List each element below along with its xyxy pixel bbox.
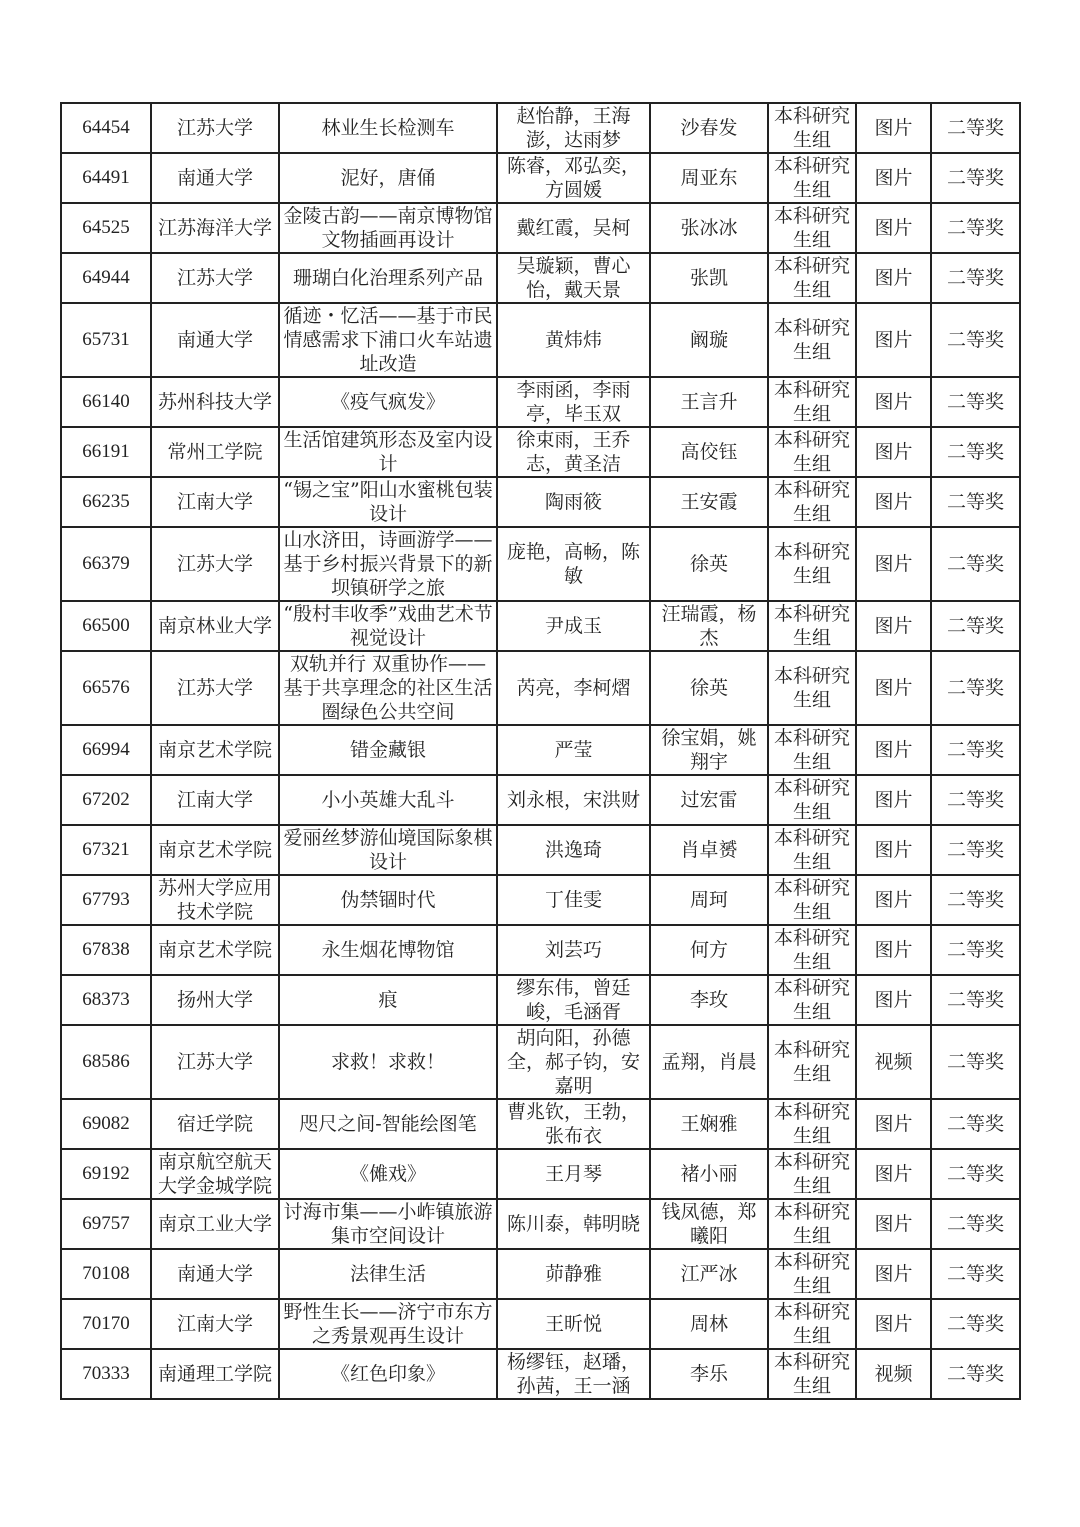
work-title-cell: 痕 [279, 975, 497, 1025]
authors-cell: 茆静雅 [497, 1249, 650, 1299]
table-row [61, 1149, 1020, 1199]
award-cell: 二等奖 [931, 725, 1020, 775]
award-cell: 二等奖 [931, 1249, 1020, 1299]
category-cell: 图片 [856, 153, 931, 203]
table-row [61, 975, 1020, 1025]
work-title-cell: 永生烟花博物馆 [279, 925, 497, 975]
table-row [61, 153, 1020, 203]
entry-id-cell: 68373 [61, 975, 151, 1025]
work-title-cell: 生活馆建筑形态及室内设计 [279, 427, 497, 477]
category-cell: 图片 [856, 303, 931, 377]
category-cell: 图片 [856, 601, 931, 651]
work-title-cell: 金陵古韵——南京博物馆文物插画再设计 [279, 203, 497, 253]
entry-id-cell: 66576 [61, 651, 151, 725]
group-cell: 本科研究生组 [768, 427, 856, 477]
advisor-cell: 王言升 [650, 377, 768, 427]
award-cell: 二等奖 [931, 775, 1020, 825]
advisor-cell: 王安霞 [650, 477, 768, 527]
school-cell: 南京工业大学 [151, 1199, 279, 1249]
advisor-cell: 周亚东 [650, 153, 768, 203]
group-cell: 本科研究生组 [768, 1349, 856, 1399]
category-cell: 图片 [856, 377, 931, 427]
entry-id-cell: 70333 [61, 1349, 151, 1399]
school-cell: 南京艺术学院 [151, 925, 279, 975]
category-cell: 图片 [856, 1099, 931, 1149]
award-cell: 二等奖 [931, 477, 1020, 527]
advisor-cell: 张凯 [650, 253, 768, 303]
authors-cell: 丁佳雯 [497, 875, 650, 925]
authors-cell: 刘芸巧 [497, 925, 650, 975]
category-cell: 图片 [856, 427, 931, 477]
group-cell: 本科研究生组 [768, 1199, 856, 1249]
authors-cell: 曹兆钦，王勃，张布衣 [497, 1099, 650, 1149]
work-title-cell: 《傩戏》 [279, 1149, 497, 1199]
category-cell: 视频 [856, 1349, 931, 1399]
work-title-cell: 山水济田，诗画游学——基于乡村振兴背景下的新坝镇研学之旅 [279, 527, 497, 601]
table-row [61, 875, 1020, 925]
entry-id-cell: 66140 [61, 377, 151, 427]
award-cell: 二等奖 [931, 651, 1020, 725]
category-cell: 图片 [856, 477, 931, 527]
award-cell: 二等奖 [931, 377, 1020, 427]
table-row [61, 775, 1020, 825]
entry-id-cell: 66994 [61, 725, 151, 775]
authors-cell: 赵怡静，王海澎，达雨梦 [497, 103, 650, 153]
award-cell: 二等奖 [931, 925, 1020, 975]
advisor-cell: 徐英 [650, 651, 768, 725]
work-title-cell: 法律生活 [279, 1249, 497, 1299]
group-cell: 本科研究生组 [768, 103, 856, 153]
school-cell: 江南大学 [151, 477, 279, 527]
advisor-cell: 李玫 [650, 975, 768, 1025]
table-row [61, 1349, 1020, 1399]
category-cell: 图片 [856, 825, 931, 875]
advisor-cell: 钱凤德，郑曦阳 [650, 1199, 768, 1249]
authors-cell: 芮亮，李柯熠 [497, 651, 650, 725]
award-cell: 二等奖 [931, 1349, 1020, 1399]
category-cell: 图片 [856, 1199, 931, 1249]
group-cell: 本科研究生组 [768, 1025, 856, 1099]
school-cell: 南通大学 [151, 303, 279, 377]
category-cell: 图片 [856, 103, 931, 153]
entry-id-cell: 64944 [61, 253, 151, 303]
group-cell: 本科研究生组 [768, 651, 856, 725]
table-row [61, 477, 1020, 527]
authors-cell: 黄炜炜 [497, 303, 650, 377]
group-cell: 本科研究生组 [768, 253, 856, 303]
school-cell: 江苏大学 [151, 527, 279, 601]
school-cell: 江苏大学 [151, 253, 279, 303]
work-title-cell: 《疫气疯发》 [279, 377, 497, 427]
group-cell: 本科研究生组 [768, 1149, 856, 1199]
entry-id-cell: 66500 [61, 601, 151, 651]
award-cell: 二等奖 [931, 601, 1020, 651]
entry-id-cell: 69082 [61, 1099, 151, 1149]
advisor-cell: 高佼钰 [650, 427, 768, 477]
award-cell: 二等奖 [931, 1299, 1020, 1349]
award-cell: 二等奖 [931, 203, 1020, 253]
category-cell: 图片 [856, 1299, 931, 1349]
entry-id-cell: 68586 [61, 1025, 151, 1099]
work-title-cell: 《红色印象》 [279, 1349, 497, 1399]
advisor-cell: 褚小丽 [650, 1149, 768, 1199]
authors-cell: 王昕悦 [497, 1299, 650, 1349]
work-title-cell: 讨海市集——小岞镇旅游集市空间设计 [279, 1199, 497, 1249]
school-cell: 南京艺术学院 [151, 725, 279, 775]
category-cell: 图片 [856, 1149, 931, 1199]
work-title-cell: 小小英雄大乱斗 [279, 775, 497, 825]
table-row [61, 1299, 1020, 1349]
award-cell: 二等奖 [931, 875, 1020, 925]
group-cell: 本科研究生组 [768, 601, 856, 651]
category-cell: 图片 [856, 775, 931, 825]
award-cell: 二等奖 [931, 1025, 1020, 1099]
category-cell: 视频 [856, 1025, 931, 1099]
work-title-cell: 泥好，唐俑 [279, 153, 497, 203]
table-row [61, 601, 1020, 651]
group-cell: 本科研究生组 [768, 875, 856, 925]
entry-id-cell: 67202 [61, 775, 151, 825]
authors-cell: 尹成玉 [497, 601, 650, 651]
table-row [61, 103, 1020, 153]
category-cell: 图片 [856, 925, 931, 975]
school-cell: 扬州大学 [151, 975, 279, 1025]
table-row [61, 651, 1020, 725]
school-cell: 南京艺术学院 [151, 825, 279, 875]
entry-id-cell: 69757 [61, 1199, 151, 1249]
school-cell: 南京航空航天大学金城学院 [151, 1149, 279, 1199]
advisor-cell: 徐宝娟，姚翔宇 [650, 725, 768, 775]
category-cell: 图片 [856, 651, 931, 725]
work-title-cell: 循迹・忆活——基于市民情感需求下浦口火车站遗址改造 [279, 303, 497, 377]
advisor-cell: 肖卓赟 [650, 825, 768, 875]
award-cell: 二等奖 [931, 975, 1020, 1025]
advisor-cell: 孟翔，肖晨 [650, 1025, 768, 1099]
advisor-cell: 张冰冰 [650, 203, 768, 253]
table-row [61, 303, 1020, 377]
awards-table [60, 102, 1021, 1400]
entry-id-cell: 70108 [61, 1249, 151, 1299]
table-row [61, 1099, 1020, 1149]
group-cell: 本科研究生组 [768, 303, 856, 377]
category-cell: 图片 [856, 975, 931, 1025]
authors-cell: 刘永根，宋洪财 [497, 775, 650, 825]
authors-cell: 李雨函，李雨亭，毕玉双 [497, 377, 650, 427]
group-cell: 本科研究生组 [768, 975, 856, 1025]
advisor-cell: 周林 [650, 1299, 768, 1349]
authors-cell: 杨缪钰，赵璠，孙茜，王一涵 [497, 1349, 650, 1399]
group-cell: 本科研究生组 [768, 775, 856, 825]
school-cell: 常州工学院 [151, 427, 279, 477]
authors-cell: 戴红霞，吴柯 [497, 203, 650, 253]
entry-id-cell: 66235 [61, 477, 151, 527]
authors-cell: 缪东伟，曾廷峻，毛涵胥 [497, 975, 650, 1025]
advisor-cell: 何方 [650, 925, 768, 975]
group-cell: 本科研究生组 [768, 825, 856, 875]
table-body [61, 103, 1020, 1399]
authors-cell: 陈睿，邓弘奕，方圆媛 [497, 153, 650, 203]
entry-id-cell: 69192 [61, 1149, 151, 1199]
group-cell: 本科研究生组 [768, 153, 856, 203]
category-cell: 图片 [856, 1249, 931, 1299]
authors-cell: 陶雨筱 [497, 477, 650, 527]
table-row [61, 825, 1020, 875]
group-cell: 本科研究生组 [768, 527, 856, 601]
award-cell: 二等奖 [931, 427, 1020, 477]
award-cell: 二等奖 [931, 825, 1020, 875]
group-cell: 本科研究生组 [768, 1299, 856, 1349]
group-cell: 本科研究生组 [768, 477, 856, 527]
authors-cell: 吴璇颖，曹心怡，戴天景 [497, 253, 650, 303]
authors-cell: 庞艳，高畅，陈敏 [497, 527, 650, 601]
authors-cell: 徐束雨，王乔志，黄圣洁 [497, 427, 650, 477]
award-cell: 二等奖 [931, 153, 1020, 203]
advisor-cell: 周珂 [650, 875, 768, 925]
category-cell: 图片 [856, 253, 931, 303]
authors-cell: 洪逸琦 [497, 825, 650, 875]
work-title-cell: 求救！求救！ [279, 1025, 497, 1099]
group-cell: 本科研究生组 [768, 1099, 856, 1149]
category-cell: 图片 [856, 875, 931, 925]
advisor-cell: 李乐 [650, 1349, 768, 1399]
school-cell: 江苏大学 [151, 651, 279, 725]
award-cell: 二等奖 [931, 1099, 1020, 1149]
entry-id-cell: 65731 [61, 303, 151, 377]
advisor-cell: 王娴雅 [650, 1099, 768, 1149]
table-row [61, 427, 1020, 477]
table-row [61, 253, 1020, 303]
group-cell: 本科研究生组 [768, 1249, 856, 1299]
entry-id-cell: 64525 [61, 203, 151, 253]
work-title-cell: 双轨并行 双重协作——基于共享理念的社区生活圈绿色公共空间 [279, 651, 497, 725]
award-cell: 二等奖 [931, 1149, 1020, 1199]
school-cell: 南通大学 [151, 153, 279, 203]
work-title-cell: 咫尺之间-智能绘图笔 [279, 1099, 497, 1149]
entry-id-cell: 64491 [61, 153, 151, 203]
authors-cell: 陈川泰，韩明晓 [497, 1199, 650, 1249]
school-cell: 苏州大学应用技术学院 [151, 875, 279, 925]
entry-id-cell: 67838 [61, 925, 151, 975]
school-cell: 江南大学 [151, 775, 279, 825]
advisor-cell: 徐英 [650, 527, 768, 601]
award-cell: 二等奖 [931, 253, 1020, 303]
advisor-cell: 沙春发 [650, 103, 768, 153]
work-title-cell: 错金藏银 [279, 725, 497, 775]
work-title-cell: 伪禁锢时代 [279, 875, 497, 925]
award-cell: 二等奖 [931, 103, 1020, 153]
school-cell: 宿迁学院 [151, 1099, 279, 1149]
group-cell: 本科研究生组 [768, 203, 856, 253]
school-cell: 南通理工学院 [151, 1349, 279, 1399]
entry-id-cell: 66379 [61, 527, 151, 601]
school-cell: 南京林业大学 [151, 601, 279, 651]
authors-cell: 严莹 [497, 725, 650, 775]
school-cell: 江苏大学 [151, 1025, 279, 1099]
school-cell: 江苏大学 [151, 103, 279, 153]
advisor-cell: 过宏雷 [650, 775, 768, 825]
group-cell: 本科研究生组 [768, 377, 856, 427]
category-cell: 图片 [856, 725, 931, 775]
entry-id-cell: 70170 [61, 1299, 151, 1349]
award-cell: 二等奖 [931, 527, 1020, 601]
table-row [61, 725, 1020, 775]
category-cell: 图片 [856, 203, 931, 253]
authors-cell: 王月琴 [497, 1149, 650, 1199]
school-cell: 南通大学 [151, 1249, 279, 1299]
work-title-cell: “锡之宝”阳山水蜜桃包装设计 [279, 477, 497, 527]
entry-id-cell: 67321 [61, 825, 151, 875]
table-row [61, 377, 1020, 427]
table-row [61, 1025, 1020, 1099]
category-cell: 图片 [856, 527, 931, 601]
advisor-cell: 江严冰 [650, 1249, 768, 1299]
work-title-cell: 爱丽丝梦游仙境国际象棋设计 [279, 825, 497, 875]
group-cell: 本科研究生组 [768, 725, 856, 775]
award-cell: 二等奖 [931, 303, 1020, 377]
advisor-cell: 阚璇 [650, 303, 768, 377]
table-row [61, 1199, 1020, 1249]
advisor-cell: 汪瑞霞，杨杰 [650, 601, 768, 651]
work-title-cell: 林业生长检测车 [279, 103, 497, 153]
entry-id-cell: 64454 [61, 103, 151, 153]
group-cell: 本科研究生组 [768, 925, 856, 975]
table-row [61, 1249, 1020, 1299]
table-row [61, 925, 1020, 975]
table-row [61, 527, 1020, 601]
award-cell: 二等奖 [931, 1199, 1020, 1249]
work-title-cell: 野性生长——济宁市东方之秀景观再生设计 [279, 1299, 497, 1349]
school-cell: 苏州科技大学 [151, 377, 279, 427]
entry-id-cell: 66191 [61, 427, 151, 477]
entry-id-cell: 67793 [61, 875, 151, 925]
work-title-cell: “殷村丰收季”戏曲艺术节视觉设计 [279, 601, 497, 651]
work-title-cell: 珊瑚白化治理系列产品 [279, 253, 497, 303]
school-cell: 江南大学 [151, 1299, 279, 1349]
authors-cell: 胡向阳，孙德全，郝子钧，安嘉明 [497, 1025, 650, 1099]
table-row [61, 203, 1020, 253]
school-cell: 江苏海洋大学 [151, 203, 279, 253]
